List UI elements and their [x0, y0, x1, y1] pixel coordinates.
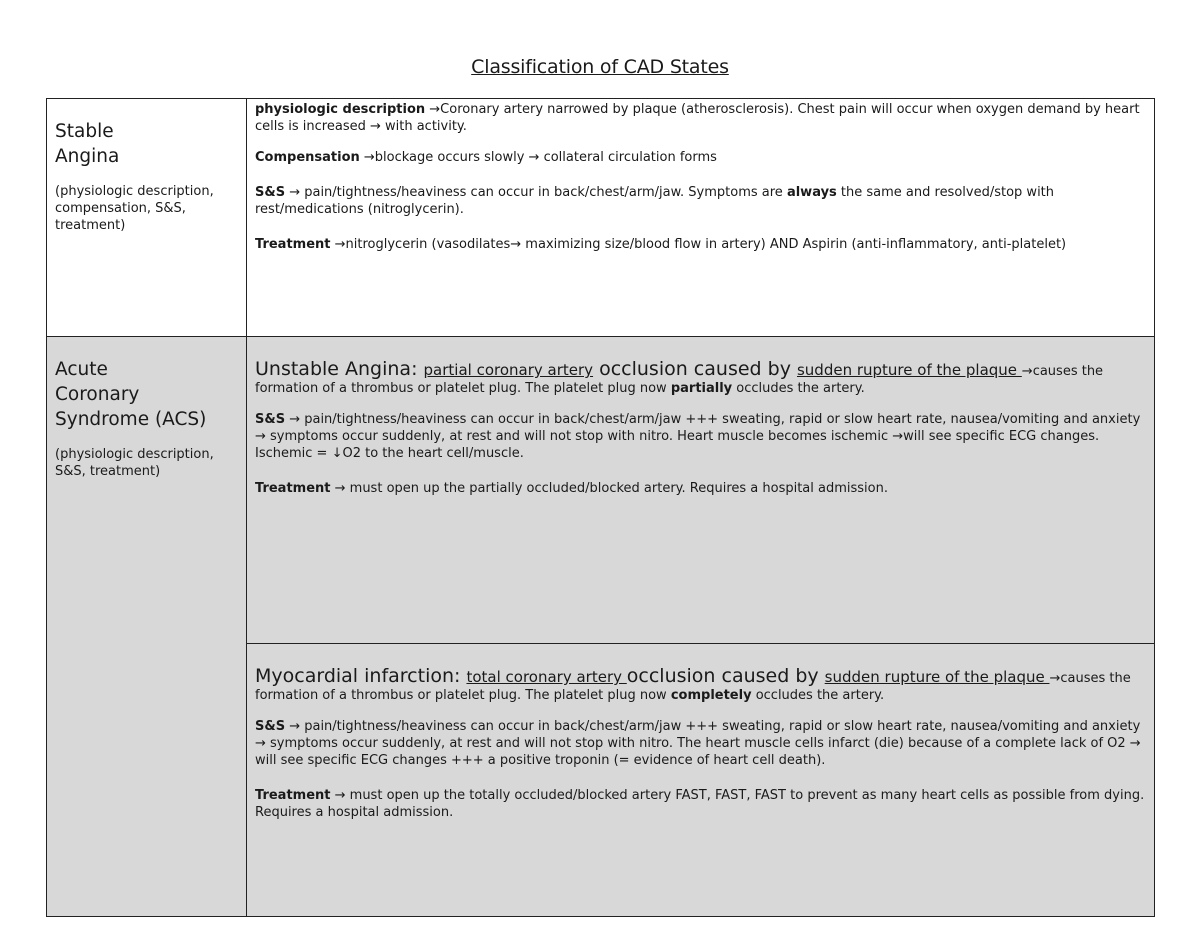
ss-always: always: [786, 185, 837, 200]
mi-treatment-paragraph: [255, 787, 1146, 821]
table-row-stable-angina: [47, 99, 1155, 337]
treatment-label: Treatment: [255, 237, 331, 252]
stable-name-line1: Stable: [55, 121, 114, 142]
stable-physiologic-paragraph: [255, 101, 1146, 135]
unstable-angina-heading: Unstable Angina:: [255, 358, 424, 380]
stable-ss-paragraph: [255, 184, 1146, 218]
acs-subtitle: (physiologic description, S&S, treatment): [55, 447, 214, 479]
ss-text-b: the same and resolved/stop with rest/medications (nitroglycerin).: [255, 185, 1055, 217]
stable-treatment-paragraph: [255, 236, 1146, 253]
stable-compensation-paragraph: [255, 149, 1146, 166]
cad-classification-table: [46, 98, 1155, 917]
unstable-angina-description: [255, 358, 1146, 397]
mi-ss-paragraph: [255, 718, 1146, 769]
mi-tail-text-2: occludes the artery.: [751, 688, 885, 703]
ua-treatment-text: → must open up the partially occluded/blocked artery. Requires a hospital admission.: [330, 481, 888, 496]
mi-heading: Myocardial infarction:: [255, 665, 467, 687]
mi-ss-label: S&S: [255, 719, 286, 734]
physio-text: →Coronary artery narrowed by plaque (atherosclerosis). Chest pain will occur when oxygen demand by heart cells is increased → with activity.: [255, 102, 1140, 134]
unstable-angina-ss-paragraph: [255, 411, 1146, 462]
ua-underline-1: partial coronary artery: [423, 361, 594, 379]
mi-underline-1: total coronary artery: [466, 668, 627, 686]
acs-name-line3: Syndrome (ACS): [55, 409, 207, 430]
mi-treatment-text: → must open up the totally occluded/blocked artery FAST, FAST, FAST to prevent as many heart cells as possible from dying. Requires a hospital admission.: [255, 788, 1145, 820]
stable-angina-subtitle: (physiologic description, compensation, S&S, treatment): [55, 184, 214, 233]
ua-underline-2: sudden rupture of the plaque: [796, 361, 1022, 379]
acs-title: [55, 357, 240, 432]
mi-ss-text: → pain/tightness/heaviness can occur in back/chest/arm/jaw +++ sweating, rapid or slow heart rate, nausea/vomiting and anxiety → symptoms occur suddenly, at rest and will not stop with nitro. The heart muscle cells infarct (die) because of a complete lack of O2 → will see specific ECG changes +++ a positive troponin (= evidence of heart cell death).: [255, 719, 1141, 768]
mi-mid-text: occlusion caused by: [626, 665, 825, 687]
ua-mid-text: occlusion caused by: [593, 358, 797, 380]
acs-name-line1: Acute: [55, 359, 108, 380]
unstable-angina-treatment-paragraph: [255, 480, 1146, 497]
treatment-text: →nitroglycerin (vasodilates→ maximizing size/blood flow in artery) AND Aspirin (anti-inflammatory, anti-platelet): [330, 237, 1067, 252]
table-row-unstable-angina: [47, 337, 1155, 644]
compensation-text: →blockage occurs slowly → collateral circulation forms: [359, 150, 717, 165]
ua-tail-text-2: occludes the artery.: [732, 381, 865, 396]
acs-label-cell: [47, 337, 247, 917]
ua-bold-partially: partially: [670, 381, 733, 396]
mi-description: [255, 665, 1146, 704]
compensation-label: Compensation: [255, 150, 360, 165]
myocardial-infarction-content-cell: [247, 644, 1155, 917]
ua-tail-text: →causes the formation of a thrombus or platelet plug. The platelet plug now: [255, 364, 1104, 396]
ss-text-a: → pain/tightness/heaviness can occur in back/chest/arm/jaw. Symptoms are: [285, 185, 787, 200]
mi-underline-2: sudden rupture of the plaque: [824, 668, 1050, 686]
stable-angina-content-cell: [247, 99, 1155, 337]
unstable-angina-content-cell: [247, 337, 1155, 644]
mi-tail-text: →causes the formation of a thrombus or platelet plug. The platelet plug now: [255, 671, 1131, 703]
ua-treatment-label: Treatment: [255, 481, 331, 496]
physio-label: physiologic description: [255, 102, 426, 117]
ss-label: S&S: [255, 185, 286, 200]
ua-ss-label: S&S: [255, 412, 286, 427]
stable-name-line2: Angina: [55, 146, 120, 167]
mi-treatment-label: Treatment: [255, 788, 331, 803]
acs-name-line2: Coronary: [55, 384, 140, 405]
stable-angina-title: [55, 119, 240, 169]
ua-ss-text: → pain/tightness/heaviness can occur in back/chest/arm/jaw +++ sweating, rapid or slow heart rate, nausea/vomiting and anxiety → symptoms occur suddenly, at rest and will not stop with nitro. Heart muscle becomes ischemic →will see specific ECG changes. Ischemic = ↓O2 to the heart cell/muscle.: [255, 412, 1141, 461]
stable-angina-label-cell: [47, 99, 247, 337]
mi-bold-completely: completely: [670, 688, 752, 703]
page-title: Classification of CAD States: [471, 56, 729, 78]
